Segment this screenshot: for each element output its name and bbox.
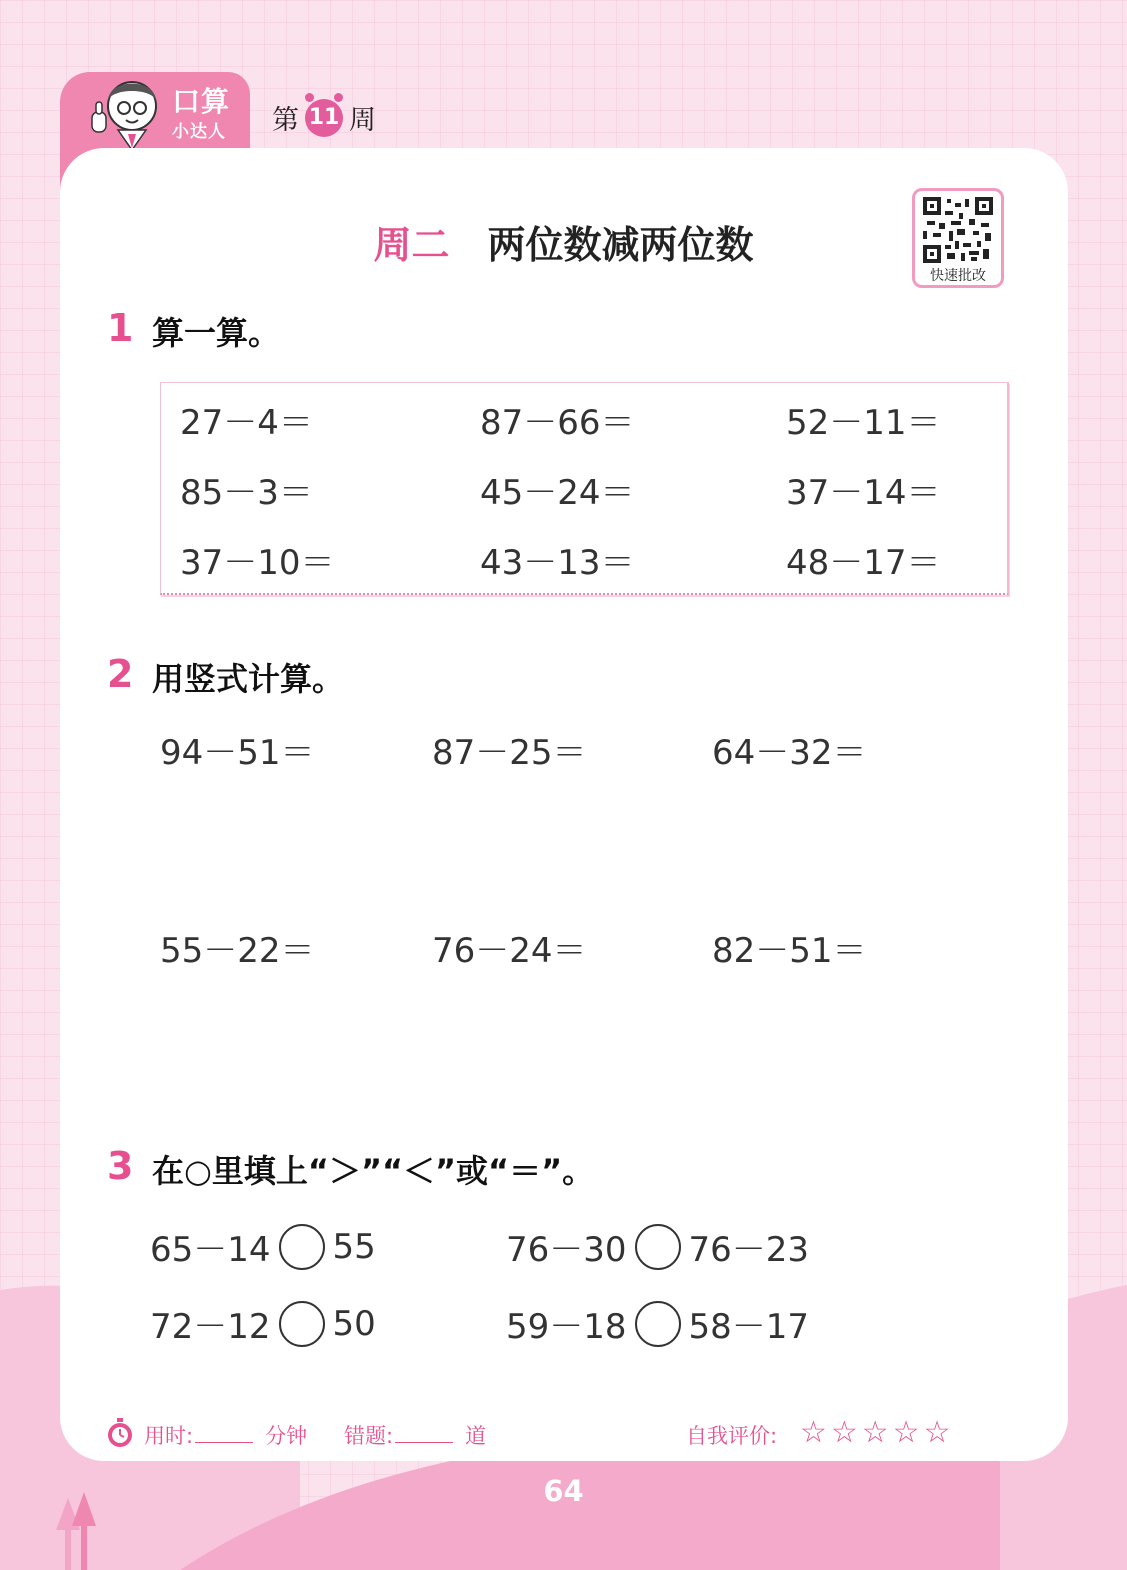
equation: 76－24＝ bbox=[432, 931, 587, 971]
comparison-right: 50 bbox=[332, 1303, 376, 1344]
equation: 37－14＝ bbox=[786, 473, 941, 513]
time-label: 用时: bbox=[144, 1424, 194, 1448]
equation: 27－4＝ bbox=[180, 403, 313, 443]
equation: 43－13＝ bbox=[480, 543, 635, 583]
rating-label: 自我评价: bbox=[686, 1424, 778, 1448]
page-title-day: 周二 bbox=[373, 223, 450, 267]
comparison-item bbox=[506, 1299, 809, 1348]
error-count bbox=[344, 1420, 486, 1450]
week-prefix: 第 bbox=[272, 105, 299, 136]
section-2-title: 用竖式计算。 bbox=[152, 660, 345, 698]
equation: 87－66＝ bbox=[480, 403, 635, 443]
section-1-title: 算一算。 bbox=[152, 314, 281, 352]
equation: 87－25＝ bbox=[432, 733, 587, 773]
time-spent bbox=[144, 1420, 307, 1450]
section-3-number: 3 bbox=[107, 1144, 134, 1188]
badge-subtitle: 小达人 bbox=[172, 122, 226, 142]
time-unit: 分钟 bbox=[265, 1424, 308, 1448]
section-2-number: 2 bbox=[107, 652, 134, 696]
equation: 94－51＝ bbox=[160, 733, 315, 773]
comparison-left: 76－30 bbox=[506, 1230, 627, 1270]
page-title-topic: 两位数减两位数 bbox=[487, 223, 754, 267]
qr-code-label: 快速批改 bbox=[930, 268, 986, 284]
stopwatch-icon bbox=[106, 1418, 134, 1448]
comparison-left: 65－14 bbox=[150, 1230, 271, 1270]
equation: 55－22＝ bbox=[160, 931, 315, 971]
comparison-right: 58－17 bbox=[688, 1307, 810, 1347]
comparison-right: 76－23 bbox=[688, 1230, 810, 1270]
week-indicator bbox=[272, 98, 376, 137]
week-number-badge: 11 bbox=[305, 99, 343, 137]
badge-title: 口算 bbox=[172, 85, 231, 118]
errors-blank[interactable] bbox=[395, 1424, 453, 1443]
page-number: 64 bbox=[543, 1474, 584, 1508]
arrow-decoration-icon bbox=[54, 1492, 100, 1570]
equation: 85－3＝ bbox=[180, 473, 313, 513]
section-1-number: 1 bbox=[107, 306, 134, 350]
time-blank[interactable] bbox=[195, 1424, 253, 1443]
equation: 45－24＝ bbox=[480, 473, 635, 513]
comparison-item bbox=[150, 1222, 376, 1271]
answer-circle[interactable] bbox=[279, 1224, 325, 1270]
equation: 82－51＝ bbox=[712, 931, 867, 971]
equation: 48－17＝ bbox=[786, 543, 941, 583]
comparison-right: 55 bbox=[332, 1226, 376, 1267]
week-suffix: 周 bbox=[349, 105, 376, 136]
qr-code-box[interactable] bbox=[912, 188, 1004, 288]
answer-circle[interactable] bbox=[279, 1301, 325, 1347]
comparison-left: 72－12 bbox=[150, 1307, 271, 1347]
answer-circle[interactable] bbox=[635, 1301, 681, 1347]
equation: 37－10＝ bbox=[180, 543, 335, 583]
comparison-item bbox=[150, 1299, 376, 1348]
answer-circle[interactable] bbox=[635, 1224, 681, 1270]
comparison-item bbox=[506, 1222, 809, 1271]
errors-unit: 道 bbox=[465, 1424, 487, 1448]
equation: 52－11＝ bbox=[786, 403, 941, 443]
comparison-left: 59－18 bbox=[506, 1307, 627, 1347]
errors-label: 错题: bbox=[344, 1424, 394, 1448]
equation: 64－32＝ bbox=[712, 733, 867, 773]
rating-stars[interactable]: ☆☆☆☆☆ bbox=[800, 1415, 955, 1450]
section-3-title: 在○里填上“＞”“＜”或“＝”。 bbox=[152, 1152, 595, 1190]
qr-code-icon bbox=[923, 197, 993, 263]
mascot-icon bbox=[80, 72, 170, 150]
